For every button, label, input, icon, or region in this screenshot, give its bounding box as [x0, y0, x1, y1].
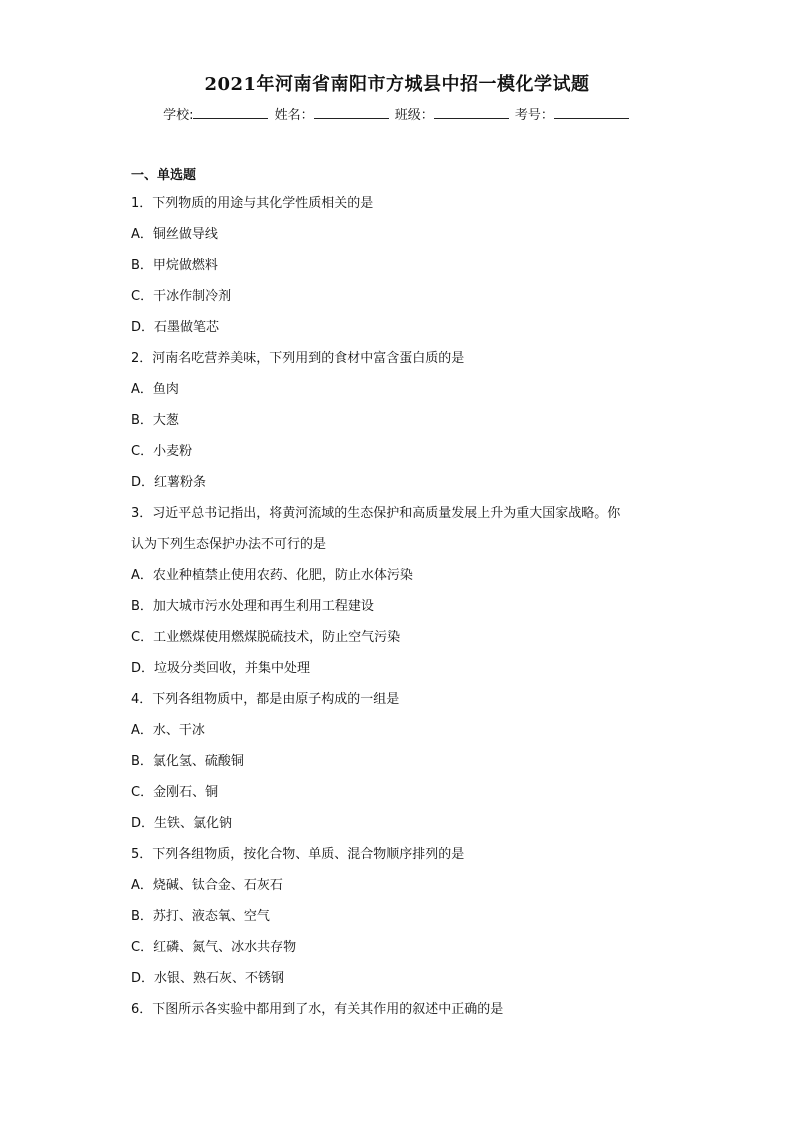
option: D．生铁、氯化钠: [131, 816, 233, 831]
option: D．水银、熟石灰、不锈钢: [131, 971, 285, 986]
school-blank: [193, 106, 268, 119]
option: A．烧碱、钛合金、石灰石: [131, 878, 283, 893]
question-stem-line-1: 3．习近平总书记指出，将黄河流域的生态保护和高质量发展上升为重大国家战略。你: [131, 506, 621, 521]
question-5: [131, 839, 671, 994]
option: B．甲烷做燃料: [131, 258, 218, 273]
question-stem: 4．下列各组物质中，都是由原子构成的一组是: [131, 692, 400, 707]
question-4: [131, 684, 671, 839]
option: A．水、干冰: [131, 723, 205, 738]
student-info-line: [0, 104, 794, 123]
exam-number-label: 考号：: [514, 108, 554, 123]
option: B．氯化氢、硫酸铜: [131, 754, 244, 769]
section-heading: 一、单选题: [131, 168, 197, 183]
question-3: [131, 498, 671, 684]
question-stem-line-2: 认为下列生态保护办法不可行的是: [131, 537, 327, 552]
class-blank: [434, 106, 509, 119]
question-stem: 6．下图所示各实验中都用到了水，有关其作用的叙述中正确的是: [131, 1002, 504, 1017]
option: D．红薯粉条: [131, 475, 207, 490]
option: A．铜丝做导线: [131, 227, 218, 242]
option: B．苏打、液态氧、空气: [131, 909, 270, 924]
school-label: 学校:: [163, 108, 194, 123]
question-stem: 2．河南名吃营养美味，下列用到的食材中富含蛋白质的是: [131, 351, 465, 366]
exam-title: 2021年河南省南阳市方城县中招一模化学试题: [204, 74, 590, 95]
option: B．加大城市污水处理和再生利用工程建设: [131, 599, 374, 614]
option: D．垃圾分类回收，并集中处理: [131, 661, 311, 676]
question-stem: 1．下列物质的用途与其化学性质相关的是: [131, 196, 374, 211]
question-2: [131, 343, 671, 498]
option: C．红磷、氮气、冰水共存物: [131, 940, 297, 955]
option: B．大葱: [131, 413, 179, 428]
option: C．金刚石、铜: [131, 785, 219, 800]
class-label: 班级：: [394, 108, 434, 123]
question-stem: 5．下列各组物质，按化合物、单质、混合物顺序排列的是: [131, 847, 465, 862]
question-6: [131, 994, 671, 1025]
option: A．鱼肉: [131, 382, 179, 397]
questions-area: [131, 164, 671, 1025]
option: C．干冰作制冷剂: [131, 289, 232, 304]
option: D．石墨做笔芯: [131, 320, 220, 335]
question-1: [131, 188, 671, 343]
name-label: 姓名：: [274, 108, 314, 123]
name-blank: [314, 106, 389, 119]
option: C．工业燃煤使用燃煤脱硫技术，防止空气污染: [131, 630, 401, 645]
option: C．小麦粉: [131, 444, 193, 459]
exam-number-blank: [554, 106, 629, 119]
option: A．农业种植禁止使用农药、化肥，防止水体污染: [131, 568, 413, 583]
